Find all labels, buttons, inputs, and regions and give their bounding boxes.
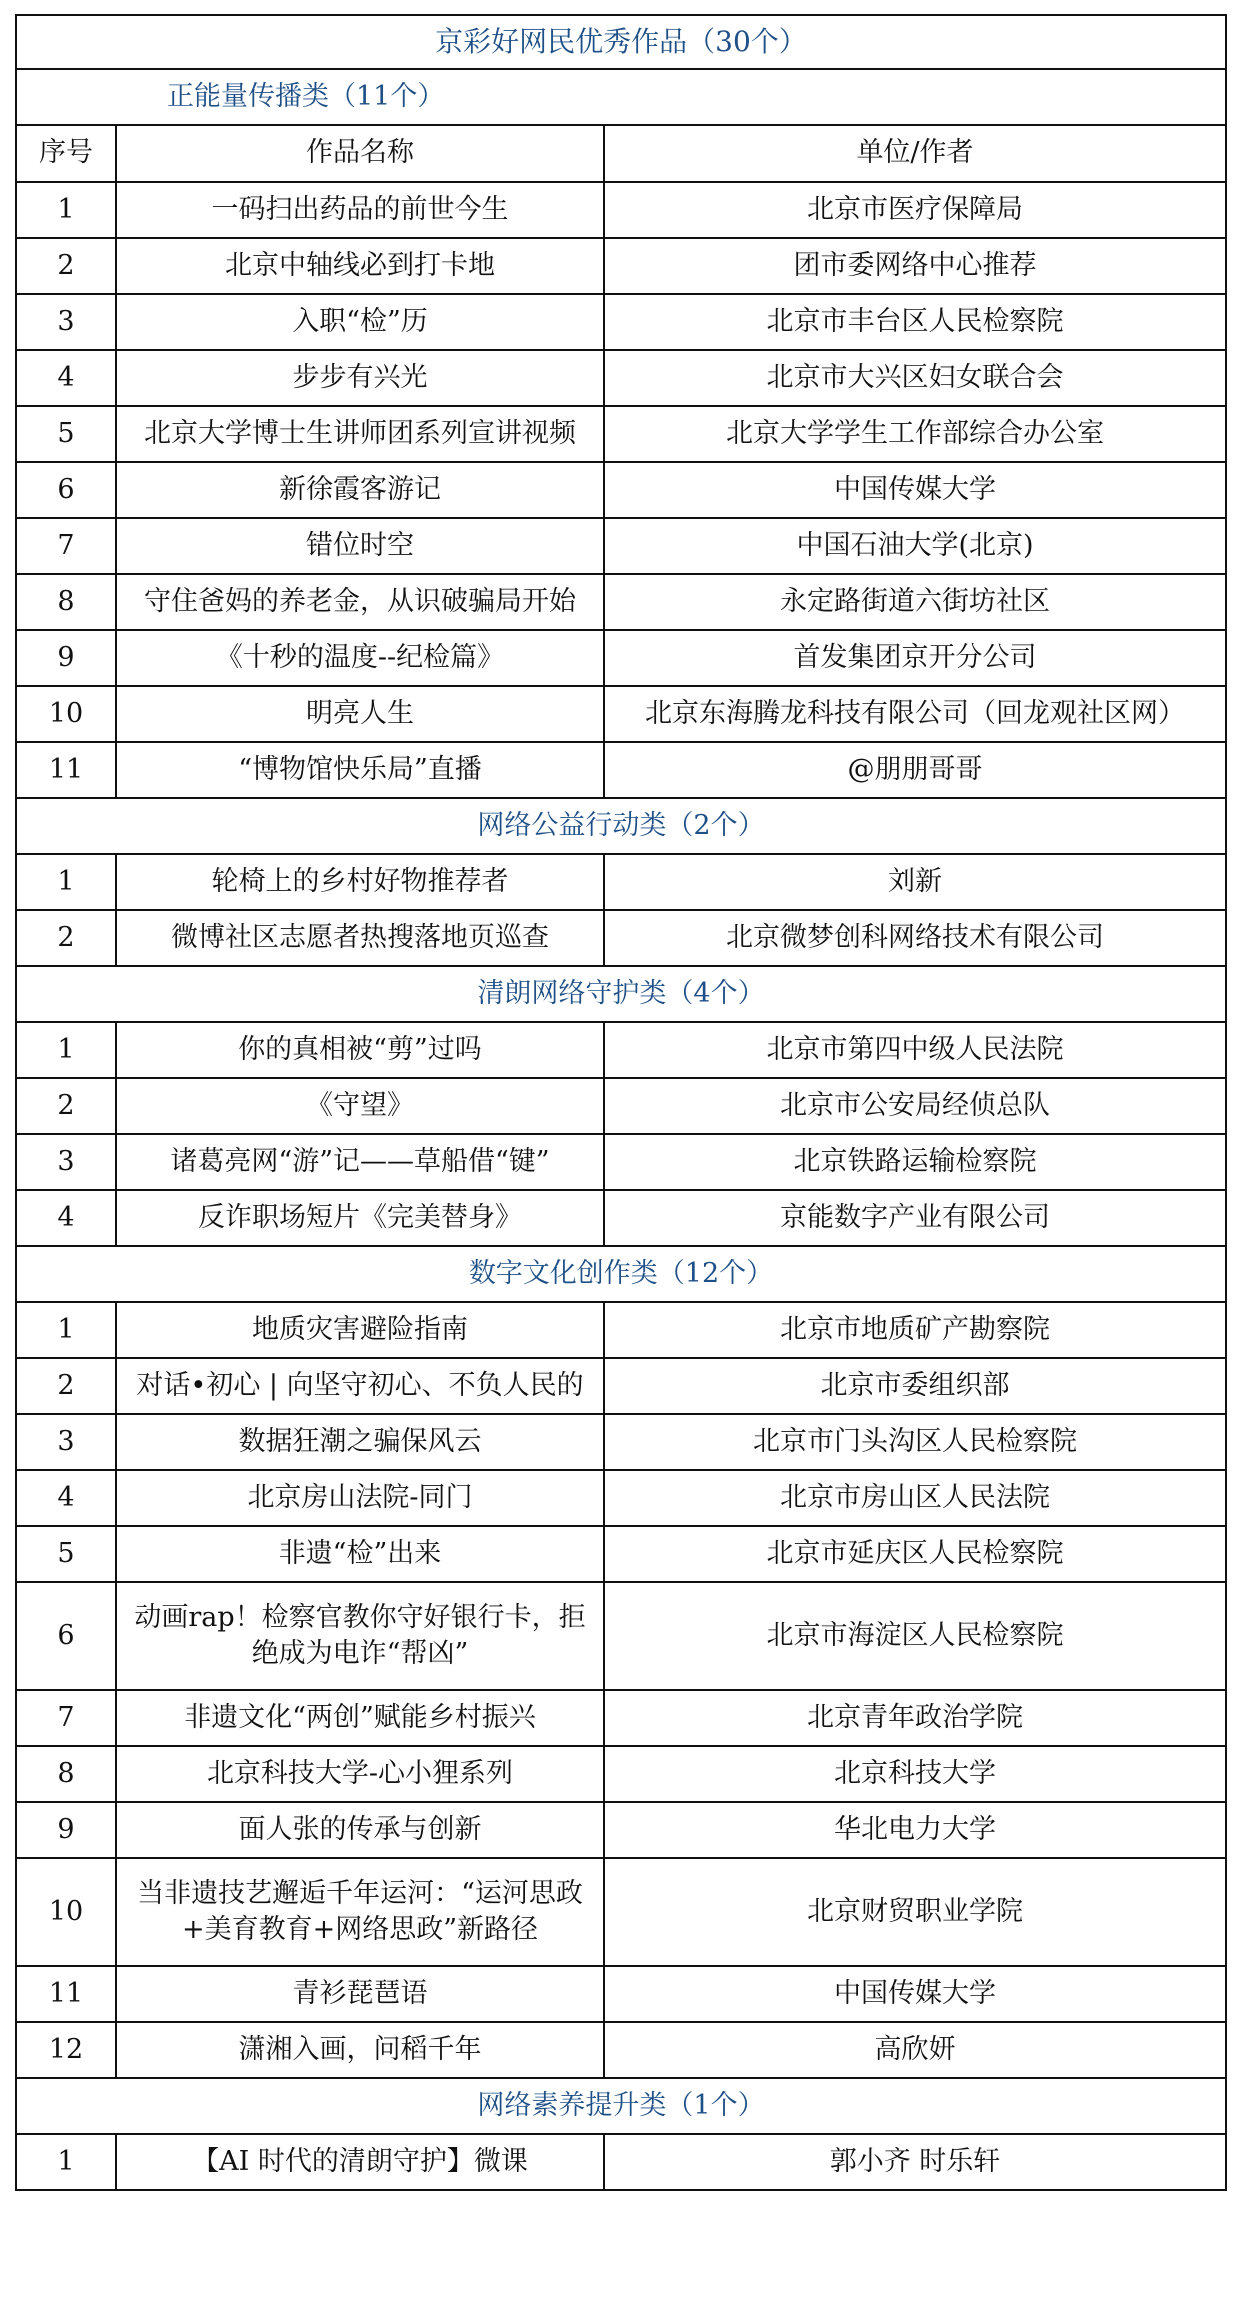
author-unit: 刘新 xyxy=(604,854,1226,910)
row-number: 6 xyxy=(16,462,116,518)
work-name: 北京房山法院-同门 xyxy=(116,1470,604,1526)
row-number: 4 xyxy=(16,1190,116,1246)
row-number: 3 xyxy=(16,1414,116,1470)
author-unit: 北京市委组织部 xyxy=(604,1358,1226,1414)
table-row xyxy=(16,1526,1226,1582)
work-name: 地质灾害避险指南 xyxy=(116,1302,604,1358)
work-name: 微博社区志愿者热搜落地页巡查 xyxy=(116,910,604,966)
row-number: 4 xyxy=(16,350,116,406)
author-unit: 北京财贸职业学院 xyxy=(604,1858,1226,1966)
table-row xyxy=(16,742,1226,798)
row-number: 2 xyxy=(16,910,116,966)
header-no: 序号 xyxy=(16,125,116,182)
row-number: 8 xyxy=(16,574,116,630)
section-title-row xyxy=(16,1246,1226,1302)
work-name: 轮椅上的乡村好物推荐者 xyxy=(116,854,604,910)
row-number: 2 xyxy=(16,238,116,294)
table-row xyxy=(16,518,1226,574)
table-row xyxy=(16,854,1226,910)
table-row xyxy=(16,462,1226,518)
section-title-row xyxy=(16,69,1226,125)
work-name: 对话•初心 | 向坚守初心、不负人民的 xyxy=(116,1358,604,1414)
section-title-row xyxy=(16,798,1226,854)
awards-table xyxy=(15,14,1227,2191)
author-unit: 中国石油大学(北京) xyxy=(604,518,1226,574)
author-unit: 华北电力大学 xyxy=(604,1802,1226,1858)
author-unit: 郭小齐 时乐轩 xyxy=(604,2134,1226,2190)
author-unit: 中国传媒大学 xyxy=(604,462,1226,518)
author-unit: @朋朋哥哥 xyxy=(604,742,1226,798)
row-number: 12 xyxy=(16,2022,116,2078)
work-name: 非遗文化“两创”赋能乡村振兴 xyxy=(116,1690,604,1746)
table-body xyxy=(16,15,1226,2190)
work-name: 新徐霞客游记 xyxy=(116,462,604,518)
section-title-row xyxy=(16,2078,1226,2134)
work-name: 北京中轴线必到打卡地 xyxy=(116,238,604,294)
table-row xyxy=(16,1802,1226,1858)
author-unit: 北京市海淀区人民检察院 xyxy=(604,1582,1226,1690)
row-number: 7 xyxy=(16,518,116,574)
work-name: 入职“检”历 xyxy=(116,294,604,350)
author-unit: 北京铁路运输检察院 xyxy=(604,1134,1226,1190)
row-number: 1 xyxy=(16,2134,116,2190)
author-unit: 首发集团京开分公司 xyxy=(604,630,1226,686)
table-row xyxy=(16,406,1226,462)
row-number: 9 xyxy=(16,1802,116,1858)
table-row xyxy=(16,1414,1226,1470)
author-unit: 北京市门头沟区人民检察院 xyxy=(604,1414,1226,1470)
row-number: 10 xyxy=(16,686,116,742)
table-row xyxy=(16,182,1226,238)
author-unit: 北京市医疗保障局 xyxy=(604,182,1226,238)
work-name: 错位时空 xyxy=(116,518,604,574)
table-row xyxy=(16,1582,1226,1690)
table-row xyxy=(16,1302,1226,1358)
row-number: 2 xyxy=(16,1358,116,1414)
work-name: 潇湘入画，问稻千年 xyxy=(116,2022,604,2078)
table-row xyxy=(16,1078,1226,1134)
work-name: “博物馆快乐局”直播 xyxy=(116,742,604,798)
row-number: 10 xyxy=(16,1858,116,1966)
work-name: 明亮人生 xyxy=(116,686,604,742)
author-unit: 北京市大兴区妇女联合会 xyxy=(604,350,1226,406)
table-row xyxy=(16,294,1226,350)
row-number: 8 xyxy=(16,1746,116,1802)
work-name: 面人张的传承与创新 xyxy=(116,1802,604,1858)
table-row xyxy=(16,1858,1226,1966)
header-work: 作品名称 xyxy=(116,125,604,182)
author-unit: 北京市丰台区人民检察院 xyxy=(604,294,1226,350)
table-row xyxy=(16,630,1226,686)
author-unit: 团市委网络中心推荐 xyxy=(604,238,1226,294)
author-unit: 北京市地质矿产勘察院 xyxy=(604,1302,1226,1358)
row-number: 5 xyxy=(16,406,116,462)
table-row xyxy=(16,2022,1226,2078)
table-row xyxy=(16,686,1226,742)
work-name: 青衫琵琶语 xyxy=(116,1966,604,2022)
table-row xyxy=(16,1690,1226,1746)
author-unit: 北京东海腾龙科技有限公司（回龙观社区网） xyxy=(604,686,1226,742)
work-name: 诸葛亮网“游”记——草船借“键” xyxy=(116,1134,604,1190)
row-number: 1 xyxy=(16,1302,116,1358)
section-title: 正能量传播类（11个） xyxy=(16,69,1226,125)
work-name: 守住爸妈的养老金，从识破骗局开始 xyxy=(116,574,604,630)
work-name: 《守望》 xyxy=(116,1078,604,1134)
table-row xyxy=(16,238,1226,294)
table-row xyxy=(16,1966,1226,2022)
row-number: 7 xyxy=(16,1690,116,1746)
table-title: 京彩好网民优秀作品（30个） xyxy=(16,15,1226,69)
table-row xyxy=(16,1134,1226,1190)
author-unit: 高欣妍 xyxy=(604,2022,1226,2078)
work-name: 你的真相被“剪”过吗 xyxy=(116,1022,604,1078)
section-title: 清朗网络守护类（4个） xyxy=(16,966,1226,1022)
table-row xyxy=(16,574,1226,630)
author-unit: 北京青年政治学院 xyxy=(604,1690,1226,1746)
header-author: 单位/作者 xyxy=(604,125,1226,182)
table-row xyxy=(16,2134,1226,2190)
work-name: 当非遗技艺邂逅千年运河：“运河思政+美育教育+网络思政”新路径 xyxy=(116,1858,604,1966)
row-number: 11 xyxy=(16,1966,116,2022)
header-row xyxy=(16,125,1226,182)
author-unit: 北京大学学生工作部综合办公室 xyxy=(604,406,1226,462)
work-name: 一码扫出药品的前世今生 xyxy=(116,182,604,238)
author-unit: 永定路街道六街坊社区 xyxy=(604,574,1226,630)
table-row xyxy=(16,1358,1226,1414)
work-name: 北京科技大学-心小狸系列 xyxy=(116,1746,604,1802)
author-unit: 北京市房山区人民法院 xyxy=(604,1470,1226,1526)
work-name: 【AI 时代的清朗守护】微课 xyxy=(116,2134,604,2190)
row-number: 11 xyxy=(16,742,116,798)
row-number: 3 xyxy=(16,1134,116,1190)
table-row xyxy=(16,1190,1226,1246)
author-unit: 北京微梦创科网络技术有限公司 xyxy=(604,910,1226,966)
author-unit: 北京市延庆区人民检察院 xyxy=(604,1526,1226,1582)
author-unit: 京能数字产业有限公司 xyxy=(604,1190,1226,1246)
row-number: 1 xyxy=(16,182,116,238)
row-number: 9 xyxy=(16,630,116,686)
work-name: 反诈职场短片《完美替身》 xyxy=(116,1190,604,1246)
row-number: 5 xyxy=(16,1526,116,1582)
work-name: 数据狂潮之骗保风云 xyxy=(116,1414,604,1470)
row-number: 1 xyxy=(16,1022,116,1078)
table-row xyxy=(16,1470,1226,1526)
author-unit: 中国传媒大学 xyxy=(604,1966,1226,2022)
author-unit: 北京科技大学 xyxy=(604,1746,1226,1802)
table-row xyxy=(16,1746,1226,1802)
work-name: 非遗“检”出来 xyxy=(116,1526,604,1582)
work-name: 步步有兴光 xyxy=(116,350,604,406)
section-title: 网络公益行动类（2个） xyxy=(16,798,1226,854)
author-unit: 北京市公安局经侦总队 xyxy=(604,1078,1226,1134)
work-name: 动画rap！检察官教你守好银行卡，拒绝成为电诈“帮凶” xyxy=(116,1582,604,1690)
title-row xyxy=(16,15,1226,69)
row-number: 6 xyxy=(16,1582,116,1690)
row-number: 3 xyxy=(16,294,116,350)
work-name: 北京大学博士生讲师团系列宣讲视频 xyxy=(116,406,604,462)
section-title: 网络素养提升类（1个） xyxy=(16,2078,1226,2134)
row-number: 4 xyxy=(16,1470,116,1526)
table-row xyxy=(16,350,1226,406)
row-number: 1 xyxy=(16,854,116,910)
section-title: 数字文化创作类（12个） xyxy=(16,1246,1226,1302)
author-unit: 北京市第四中级人民法院 xyxy=(604,1022,1226,1078)
table-row xyxy=(16,910,1226,966)
row-number: 2 xyxy=(16,1078,116,1134)
table-row xyxy=(16,1022,1226,1078)
work-name: 《十秒的温度--纪检篇》 xyxy=(116,630,604,686)
section-title-row xyxy=(16,966,1226,1022)
awards-document xyxy=(15,14,1225,2191)
